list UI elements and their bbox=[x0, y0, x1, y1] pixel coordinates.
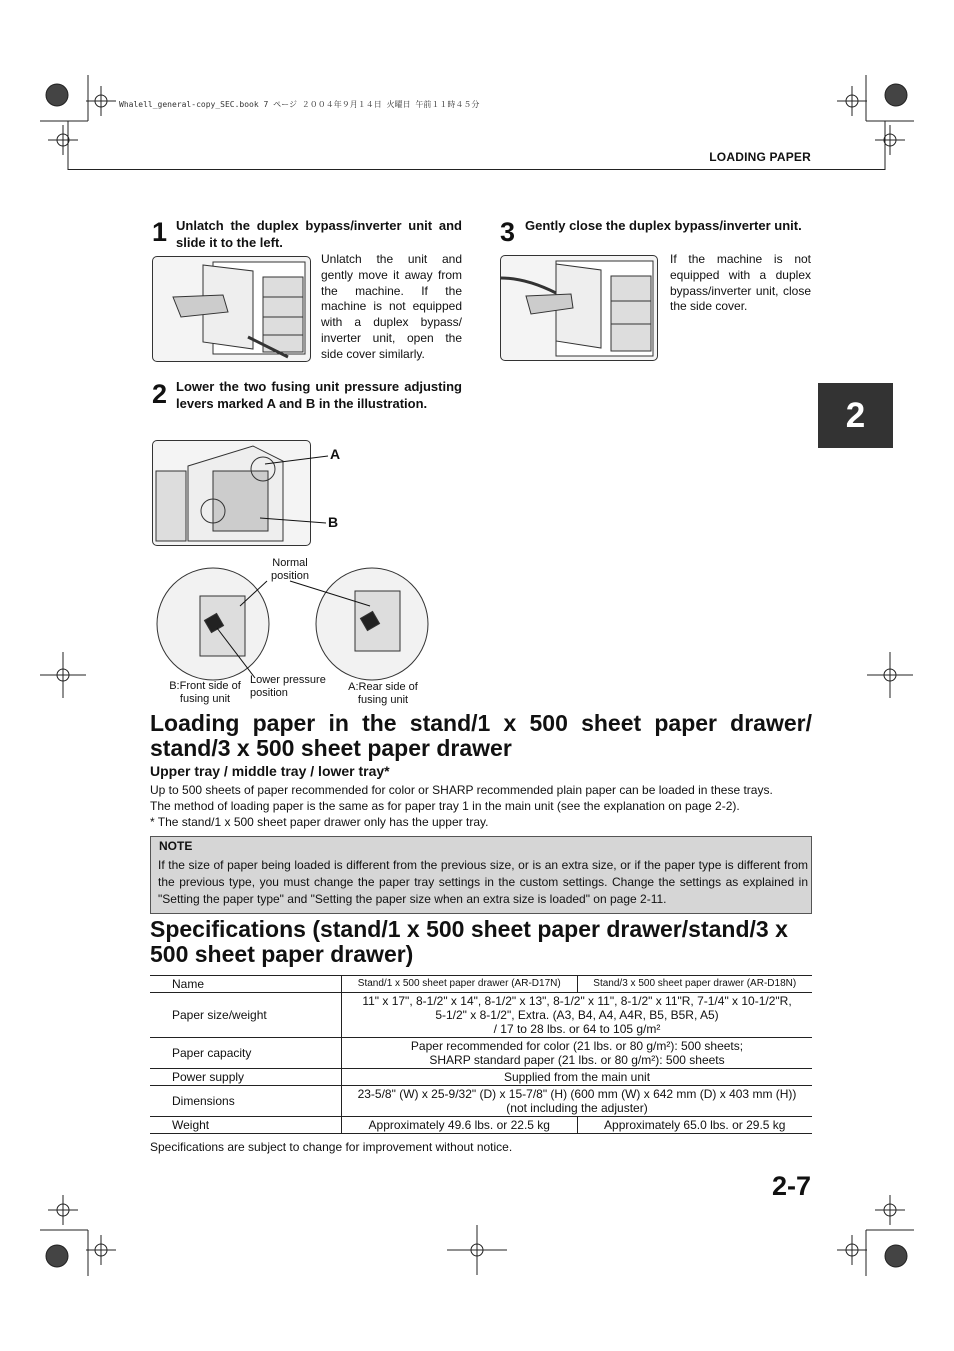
step-3-body: If the machine is not equipped with a duplex bypass/inverter unit, close the side cover. bbox=[670, 252, 811, 314]
row-label: Weight bbox=[172, 1118, 210, 1132]
table-row bbox=[150, 1086, 812, 1117]
specifications-notice: Specifications are subject to change for improvement without notice. bbox=[150, 1140, 513, 1154]
callout-lower-pressure: Lower pressure position bbox=[250, 674, 326, 699]
callout-front-side: B:Front side of fusing unit bbox=[169, 680, 241, 705]
section-heading-specifications: Specifications (stand/1 x 500 sheet paper drawer/stand/3 x 500 sheet paper drawer) bbox=[150, 916, 788, 967]
step-1-illustration bbox=[152, 256, 311, 362]
header-rule bbox=[68, 169, 885, 170]
paragraph-capacity: Up to 500 sheets of paper recommended for color or SHARP recommended plain paper can be loaded in these trays. bbox=[150, 783, 773, 797]
step-3-illustration bbox=[500, 255, 658, 361]
column-header: Stand/1 x 500 sheet paper drawer (AR-D17N) bbox=[342, 976, 578, 993]
page-number: 2-7 bbox=[771, 1171, 811, 1201]
table-cell: Approximately 49.6 lbs. or 22.5 kg bbox=[342, 1117, 578, 1134]
note-text: If the size of paper being loaded is different from the previous size, or is an extra size, or if the paper type is different from the previous type, you must change the paper tray settings in the custom settings. Change the settings as explained in "Setting the paper type" and "Setting the paper size when an extra size is loaded" on page 2-11. bbox=[158, 858, 808, 906]
callout-rear-side: A:Rear side of fusing unit bbox=[348, 681, 418, 706]
cell-line: SHARP standard paper (21 lbs. or 80 g/m²): 500 sheets bbox=[429, 1053, 725, 1067]
column-header: Stand/3 x 500 sheet paper drawer (AR-D18N) bbox=[577, 976, 812, 993]
step-3-number: 3 bbox=[500, 217, 516, 247]
table-row bbox=[150, 993, 812, 1038]
table-cell bbox=[342, 993, 813, 1038]
table-cell bbox=[342, 1086, 813, 1117]
row-label: Paper size/weight bbox=[172, 1008, 267, 1022]
running-title: LOADING PAPER bbox=[709, 150, 811, 164]
paragraph-method: The method of loading paper is the same as for paper tray 1 in the main unit (see the explanation on page 2-2). bbox=[150, 799, 740, 813]
step-1-number: 1 bbox=[152, 217, 168, 247]
step-1-body: Unlatch the unit and gently move it away from the machine. If the machine is not equipped with a duplex bypass/ inverter unit, open the side cover similarly. bbox=[321, 252, 462, 361]
cell-line: Paper recommended for color (21 lbs. or 80 g/m²): 500 sheets; bbox=[410, 1039, 744, 1053]
row-label: Paper capacity bbox=[172, 1046, 252, 1060]
cell-line: 23-5/8" (W) x 25-9/32" (D) x 15-7/8" (H) (600 mm (W) x 642 mm (D) x 403 mm (H)) bbox=[357, 1087, 797, 1101]
step-2-title: Lower the two fusing unit pressure adjusting levers marked A and B in the illustration. bbox=[176, 379, 462, 411]
note-title: NOTE bbox=[159, 839, 193, 853]
row-label: Power supply bbox=[172, 1070, 245, 1084]
row-label: Dimensions bbox=[172, 1094, 235, 1108]
label-b: B bbox=[328, 514, 339, 530]
label-a: A bbox=[330, 446, 341, 462]
file-info-line: Whalell_general-copy_SEC.book 7 ページ ２００４年９月１４日 火曜日 午前１１時４５分 bbox=[119, 100, 480, 109]
specifications-table bbox=[150, 975, 812, 1134]
chapter-tab: 2 bbox=[818, 383, 893, 448]
table-row bbox=[150, 976, 812, 993]
table-row bbox=[150, 1069, 812, 1086]
table-cell bbox=[342, 1038, 813, 1069]
footnote-upper-tray: * The stand/1 x 500 sheet paper drawer only has the upper tray. bbox=[150, 815, 489, 829]
step-1-title: Unlatch the duplex bypass/inverter unit and slide it to the left. bbox=[176, 218, 462, 250]
cell-line: / 17 to 28 lbs. or 64 to 105 g/m² bbox=[493, 1022, 661, 1036]
subheading-trays: Upper tray / middle tray / lower tray* bbox=[150, 763, 390, 779]
cell-line: 11" x 17", 8-1/2" x 14", 8-1/2" x 13", 8-1/2" x 11", 8-1/2" x 11"R, 7-1/4" x 10-1/2"R, bbox=[362, 994, 792, 1008]
table-row bbox=[150, 1117, 812, 1134]
cell-line: (not including the adjuster) bbox=[506, 1101, 648, 1115]
table-cell: Approximately 65.0 lbs. or 29.5 kg bbox=[577, 1117, 812, 1134]
step-3-title: Gently close the duplex bypass/inverter unit. bbox=[525, 218, 802, 233]
lever-detail-illustration bbox=[155, 566, 435, 686]
row-label: Name bbox=[172, 977, 205, 991]
table-cell: Supplied from the main unit bbox=[342, 1069, 813, 1086]
step-2-number: 2 bbox=[152, 379, 168, 409]
cell-line: 5-1/2" x 8-1/2", Extra. (A3, B4, A4, A4R, B5, B5R, A5) bbox=[435, 1008, 719, 1022]
note-box bbox=[150, 836, 812, 914]
section-heading-loading: Loading paper in the stand/1 x 500 sheet paper drawer/ stand/3 x 500 sheet paper drawer bbox=[150, 710, 812, 761]
callout-normal-position: Normal position bbox=[271, 557, 309, 582]
table-row bbox=[150, 1038, 812, 1069]
